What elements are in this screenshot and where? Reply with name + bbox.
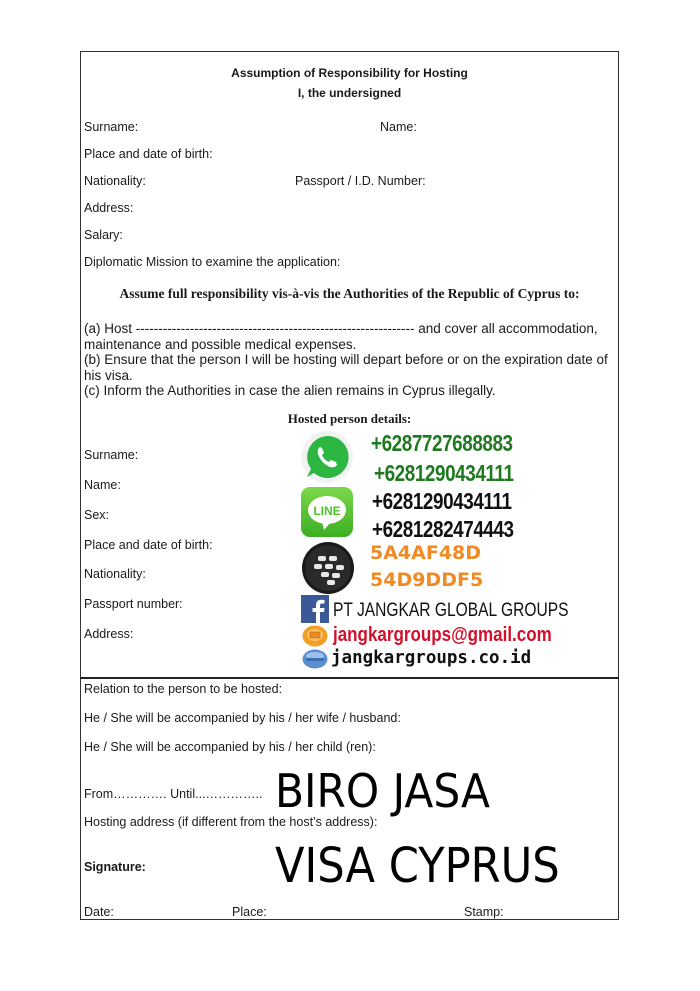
date-label: Date: xyxy=(84,905,114,919)
stamp-label: Stamp: xyxy=(464,905,504,919)
children-label: He / She will be accompanied by his / her child (ren): xyxy=(84,740,376,754)
facebook-company-name: PT JANGKAR GLOBAL GROUPS xyxy=(333,600,569,621)
host-address-label: Address: xyxy=(84,201,134,215)
hosted-sex-label: Sex: xyxy=(84,508,110,522)
host-passport-label: Passport / I.D. Number: xyxy=(295,174,426,188)
whatsapp-number-2: +6281290434111 xyxy=(374,460,514,486)
watermark-line-1: BIRO JASA xyxy=(275,764,490,818)
host-name-label: Name: xyxy=(380,120,417,134)
hosting-address-label: Hosting address (if different from the host’s address): xyxy=(84,815,378,829)
blackberry-icon xyxy=(301,541,355,595)
relation-label: Relation to the person to be hosted: xyxy=(84,682,283,696)
hosted-nationality-label: Nationality: xyxy=(84,567,146,581)
hosted-passport-label: Passport number: xyxy=(84,597,183,611)
clause-a: (a) Host -------------------------------------------------------------- and cover all accommodation, maintenance and possible medical expenses. xyxy=(84,321,598,352)
host-surname-label: Surname: xyxy=(84,120,139,134)
host-salary-label: Salary: xyxy=(84,228,123,242)
bbm-pin-2: 54D9DDF5 xyxy=(370,569,484,591)
email-address: jangkargroups@gmail.com xyxy=(333,624,552,646)
website-url: jangkargroups.co.id xyxy=(331,648,532,668)
hosted-address-label: Address: xyxy=(84,627,134,641)
section-divider xyxy=(80,677,619,679)
from-until-label: From…………. Until...………….. xyxy=(84,787,263,801)
form-subtitle: I, the undersigned xyxy=(297,86,402,100)
email-icon xyxy=(302,625,328,647)
hosted-surname-label: Surname: xyxy=(84,448,139,462)
line-icon xyxy=(300,486,354,538)
diplomatic-mission-label: Diplomatic Mission to examine the application: xyxy=(84,255,341,269)
responsibility-heading: Assume full responsibility vis-à-vis the Authorities of the Republic of Cyprus to: xyxy=(119,286,580,301)
facebook-icon xyxy=(301,595,329,623)
line-number-1: +6281290434111 xyxy=(372,488,512,514)
whatsapp-number-1: +6287727688883 xyxy=(371,430,513,456)
hosted-heading: Hosted person details: xyxy=(287,411,412,426)
spouse-label: He / She will be accompanied by his / her wife / husband: xyxy=(84,711,401,725)
website-icon xyxy=(302,649,328,669)
form-title: Assumption of Responsibility for Hosting xyxy=(231,66,468,80)
hosted-birth-label: Place and date of birth: xyxy=(84,538,213,552)
clauses xyxy=(84,321,614,399)
clause-b: (b) Ensure that the person I will be hosting will depart before or on the expiration date of his visa. xyxy=(84,352,608,383)
clause-c: (c) Inform the Authorities in case the alien remains in Cyprus illegally. xyxy=(84,383,496,398)
line-number-2: +6281282474443 xyxy=(372,516,514,542)
bbm-pin-1: 5A4AF48D xyxy=(370,542,482,564)
whatsapp-icon xyxy=(300,430,354,484)
signature-label: Signature: xyxy=(84,860,146,874)
watermark-line-2: VISA CYPRUS xyxy=(275,838,560,894)
svg-text:LINE: LINE xyxy=(313,504,341,518)
host-birth-label: Place and date of birth: xyxy=(84,147,213,161)
host-nationality-label: Nationality: xyxy=(84,174,146,188)
hosted-name-label: Name: xyxy=(84,478,121,492)
place-label: Place: xyxy=(232,905,267,919)
